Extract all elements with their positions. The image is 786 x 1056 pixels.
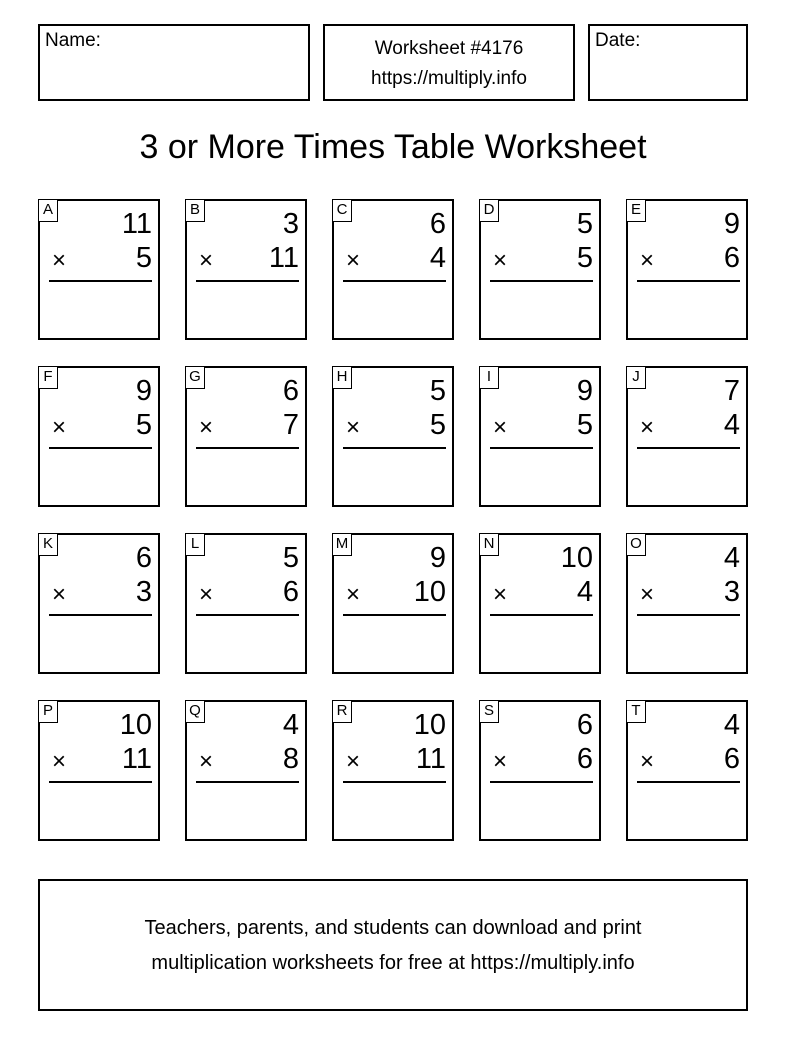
multiplicand: 5 [576, 208, 593, 240]
times-sign: × [199, 748, 214, 775]
problem-o[interactable] [626, 533, 748, 674]
answer-line [343, 447, 446, 449]
times-sign: × [346, 581, 361, 608]
multiplicand: 5 [429, 375, 446, 407]
multiplier: 5 [429, 409, 446, 441]
multiplicand: 6 [135, 542, 152, 574]
times-sign: × [346, 414, 361, 441]
problem-letter: S [479, 700, 499, 723]
times-sign: × [52, 247, 67, 274]
problem-letter: M [332, 533, 352, 556]
times-sign: × [640, 748, 655, 775]
worksheet-info-box [323, 24, 575, 101]
problem-r[interactable] [332, 700, 454, 841]
times-sign: × [346, 247, 361, 274]
page-title: 3 or More Times Table Worksheet [139, 128, 647, 166]
multiplier: 10 [413, 576, 446, 608]
multiplier: 7 [282, 409, 299, 441]
multiplicand: 4 [723, 709, 740, 741]
answer-line [637, 447, 740, 449]
times-sign: × [493, 581, 508, 608]
multiplier: 5 [576, 409, 593, 441]
date-box[interactable] [588, 24, 748, 101]
times-sign: × [493, 414, 508, 441]
answer-line [637, 280, 740, 282]
multiplier: 3 [723, 576, 740, 608]
problem-letter: O [626, 533, 646, 556]
problem-letter: P [38, 700, 58, 723]
problem-s[interactable] [479, 700, 601, 841]
multiplier: 11 [121, 743, 152, 775]
multiplicand: 7 [723, 375, 740, 407]
times-sign: × [52, 581, 67, 608]
problem-letter: K [38, 533, 58, 556]
times-sign: × [640, 247, 655, 274]
problem-letter: G [185, 366, 205, 389]
answer-line [49, 447, 152, 449]
multiplier: 11 [415, 743, 446, 775]
problem-f[interactable] [38, 366, 160, 507]
problem-b[interactable] [185, 199, 307, 340]
multiplicand: 10 [413, 709, 446, 741]
multiplier: 4 [723, 409, 740, 441]
times-sign: × [52, 414, 67, 441]
name-label: Name: [45, 30, 101, 51]
multiplicand: 9 [576, 375, 593, 407]
worksheet-id: Worksheet #4176 [374, 38, 524, 59]
multiplier: 5 [576, 242, 593, 274]
multiplier: 6 [282, 576, 299, 608]
times-sign: × [640, 414, 655, 441]
name-box[interactable] [38, 24, 310, 101]
multiplier: 4 [429, 242, 446, 274]
answer-line [637, 614, 740, 616]
times-sign: × [199, 414, 214, 441]
problem-letter: E [626, 199, 646, 222]
multiplicand: 3 [282, 208, 299, 240]
problem-letter: L [185, 533, 205, 556]
multiplicand: 9 [135, 375, 152, 407]
problem-d[interactable] [479, 199, 601, 340]
multiplicand: 4 [723, 542, 740, 574]
answer-line [490, 280, 593, 282]
multiplier: 4 [576, 576, 593, 608]
problem-c[interactable] [332, 199, 454, 340]
problem-letter: B [185, 199, 205, 222]
problem-n[interactable] [479, 533, 601, 674]
answer-line [49, 781, 152, 783]
answer-line [49, 280, 152, 282]
multiplicand: 9 [723, 208, 740, 240]
problem-letter: H [332, 366, 352, 389]
multiplicand: 6 [429, 208, 446, 240]
problem-letter: I [479, 366, 499, 389]
times-sign: × [199, 581, 214, 608]
multiplicand: 10 [119, 709, 152, 741]
times-sign: × [493, 748, 508, 775]
problem-letter: T [626, 700, 646, 723]
answer-line [196, 447, 299, 449]
multiplier: 8 [282, 743, 299, 775]
problem-e[interactable] [626, 199, 748, 340]
multiplicand: 10 [560, 542, 593, 574]
footer-line-2: multiplication worksheets for free at https://multiply.info [151, 952, 635, 974]
multiplicand: 5 [282, 542, 299, 574]
problem-a[interactable] [38, 199, 160, 340]
answer-line [196, 781, 299, 783]
answer-line [637, 781, 740, 783]
answer-line [49, 614, 152, 616]
problem-letter: C [332, 199, 352, 222]
answer-line [490, 447, 593, 449]
times-sign: × [493, 247, 508, 274]
multiplicand: 11 [121, 208, 152, 240]
problem-t[interactable] [626, 700, 748, 841]
answer-line [343, 781, 446, 783]
problem-letter: R [332, 700, 352, 723]
problem-letter: A [38, 199, 58, 222]
answer-line [343, 614, 446, 616]
times-sign: × [640, 581, 655, 608]
footer-line-1: Teachers, parents, and students can download and print [144, 917, 642, 939]
times-sign: × [52, 748, 67, 775]
problem-q[interactable] [185, 700, 307, 841]
times-sign: × [346, 748, 361, 775]
multiplicand: 4 [282, 709, 299, 741]
problem-j[interactable] [626, 366, 748, 507]
answer-line [196, 280, 299, 282]
problem-letter: Q [185, 700, 205, 723]
problem-l[interactable] [185, 533, 307, 674]
answer-line [490, 781, 593, 783]
answer-line [490, 614, 593, 616]
footer-box [38, 879, 748, 1011]
answer-line [343, 280, 446, 282]
multiplicand: 6 [576, 709, 593, 741]
problem-letter: D [479, 199, 499, 222]
problem-g[interactable] [185, 366, 307, 507]
multiplicand: 6 [282, 375, 299, 407]
date-label: Date: [595, 30, 641, 51]
multiplier: 11 [268, 242, 299, 274]
problem-i[interactable] [479, 366, 601, 507]
multiplicand: 9 [429, 542, 446, 574]
problem-h[interactable] [332, 366, 454, 507]
times-sign: × [199, 247, 214, 274]
problem-k[interactable] [38, 533, 160, 674]
multiplier: 5 [135, 242, 152, 274]
answer-line [196, 614, 299, 616]
problem-p[interactable] [38, 700, 160, 841]
multiplier: 5 [135, 409, 152, 441]
site-url: https://multiply.info [371, 68, 527, 89]
multiplier: 3 [135, 576, 152, 608]
problem-letter: J [626, 366, 646, 389]
problem-m[interactable] [332, 533, 454, 674]
problem-letter: N [479, 533, 499, 556]
problem-letter: F [38, 366, 58, 389]
multiplier: 6 [723, 242, 740, 274]
multiplier: 6 [576, 743, 593, 775]
multiplier: 6 [723, 743, 740, 775]
